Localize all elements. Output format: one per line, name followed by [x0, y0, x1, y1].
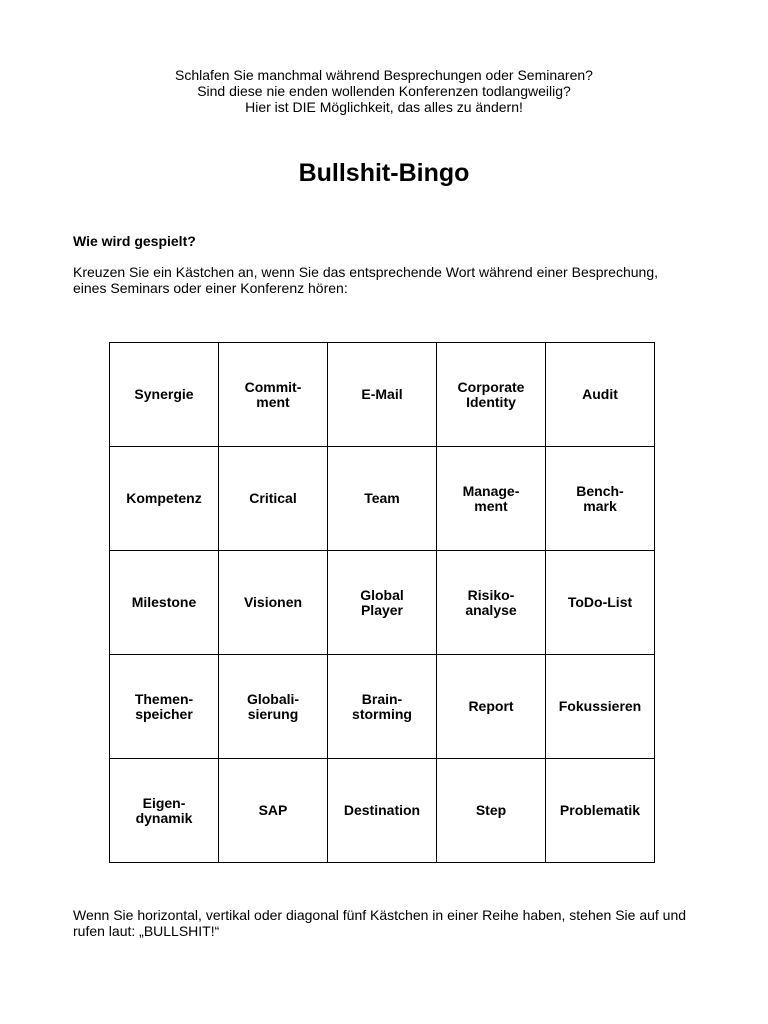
- page-title: Bullshit-Bingo: [298, 159, 470, 187]
- bingo-cell[interactable]: [546, 759, 655, 863]
- bingo-cell-text: Visionen: [243, 594, 303, 610]
- bingo-row: [110, 655, 655, 759]
- bingo-cell[interactable]: [437, 343, 546, 447]
- intro-text: [0, 67, 768, 115]
- bingo-cell[interactable]: [219, 551, 328, 655]
- bingo-row: [110, 343, 655, 447]
- bingo-row: [110, 551, 655, 655]
- bingo-cell-text: Report: [468, 698, 514, 714]
- bingo-cell-text: ToDo-List: [567, 594, 633, 610]
- bingo-cell-text: sierung: [247, 705, 299, 722]
- section-heading: Wie wird gespielt?: [73, 233, 196, 249]
- bingo-cell[interactable]: [546, 343, 655, 447]
- bingo-cell[interactable]: [546, 551, 655, 655]
- footer-line: Wenn Sie horizontal, vertikal oder diagonal fünf Kästchen in einer Reihe haben, stehen Sie auf und: [73, 907, 687, 923]
- bingo-cell-text: Kompetenz: [126, 490, 202, 506]
- bingo-cell-text: Player: [360, 601, 404, 618]
- bingo-cell[interactable]: [437, 447, 546, 551]
- bingo-cell-text: Milestone: [131, 594, 197, 610]
- bingo-cell-text: Globali-: [246, 690, 300, 707]
- bingo-cell-text: Manage-: [462, 482, 520, 499]
- bingo-cell-text: Synergie: [134, 386, 194, 402]
- bingo-cell-text: ment: [474, 497, 508, 514]
- bingo-row: [110, 759, 655, 863]
- bingo-cell[interactable]: [219, 447, 328, 551]
- bingo-cell-text: dynamik: [135, 809, 193, 826]
- bingo-cell[interactable]: [437, 759, 546, 863]
- bingo-cell[interactable]: [328, 759, 437, 863]
- bingo-cell-text: Brain-: [361, 690, 403, 707]
- bingo-cell-text: Risiko-: [467, 586, 515, 603]
- bingo-cell-text: Global: [360, 586, 404, 603]
- bingo-cell[interactable]: [328, 343, 437, 447]
- bingo-cell-text: Problematik: [559, 802, 641, 818]
- bingo-cell-text: Team: [364, 490, 400, 506]
- bingo-cell-text: speicher: [135, 705, 193, 722]
- bingo-cell-text: analyse: [465, 601, 517, 618]
- intro-line: Hier ist DIE Möglichkeit, das alles zu ändern!: [245, 99, 523, 115]
- bingo-cell-text: SAP: [258, 802, 288, 818]
- bingo-cell[interactable]: [546, 655, 655, 759]
- bingo-cell-text: Commit-: [244, 378, 302, 395]
- bingo-cell[interactable]: [110, 447, 219, 551]
- bingo-cell-text: Eigen-: [142, 794, 186, 811]
- bingo-cell-text: Audit: [582, 386, 618, 402]
- bingo-grid: [109, 342, 655, 863]
- bingo-cell-text: Bench-: [576, 482, 624, 499]
- instructions-paragraph: [73, 264, 713, 296]
- bingo-cell[interactable]: [437, 655, 546, 759]
- bingo-cell-text: E-Mail: [361, 386, 403, 402]
- bingo-cell-text: mark: [583, 497, 617, 514]
- bingo-cell-text: Destination: [343, 802, 421, 818]
- bingo-row: [110, 447, 655, 551]
- bingo-cell-text: storming: [352, 705, 412, 722]
- bingo-cell[interactable]: [219, 343, 328, 447]
- bingo-cell[interactable]: [328, 551, 437, 655]
- bingo-cell[interactable]: [546, 447, 655, 551]
- bingo-cell[interactable]: [219, 759, 328, 863]
- bingo-cell[interactable]: [328, 447, 437, 551]
- bingo-cell-text: Fokussieren: [558, 698, 642, 714]
- bingo-cell-text: Identity: [466, 393, 516, 410]
- bingo-cell[interactable]: [219, 655, 328, 759]
- bingo-cell[interactable]: [110, 759, 219, 863]
- bingo-cell[interactable]: [437, 551, 546, 655]
- bingo-cell-text: Step: [475, 802, 507, 818]
- instructions-line: Kreuzen Sie ein Kästchen an, wenn Sie das entsprechende Wort während einer Besprechung,: [73, 264, 658, 280]
- bingo-cell-text: Themen-: [134, 690, 194, 707]
- intro-line: Schlafen Sie manchmal während Besprechungen oder Seminaren?: [175, 67, 593, 83]
- bingo-cell[interactable]: [110, 655, 219, 759]
- footer-text: [73, 907, 713, 939]
- bingo-cell[interactable]: [110, 551, 219, 655]
- bingo-cell[interactable]: [110, 343, 219, 447]
- footer-line: rufen laut: „BULLSHIT!“: [73, 923, 220, 939]
- bingo-cell[interactable]: [328, 655, 437, 759]
- instructions-line: eines Seminars oder einer Konferenz hören:: [73, 280, 348, 296]
- bingo-cell-text: Corporate: [457, 378, 525, 395]
- bingo-cell-text: Critical: [249, 490, 297, 506]
- intro-line: Sind diese nie enden wollenden Konferenzen todlangweilig?: [197, 83, 571, 99]
- bingo-cell-text: ment: [256, 393, 290, 410]
